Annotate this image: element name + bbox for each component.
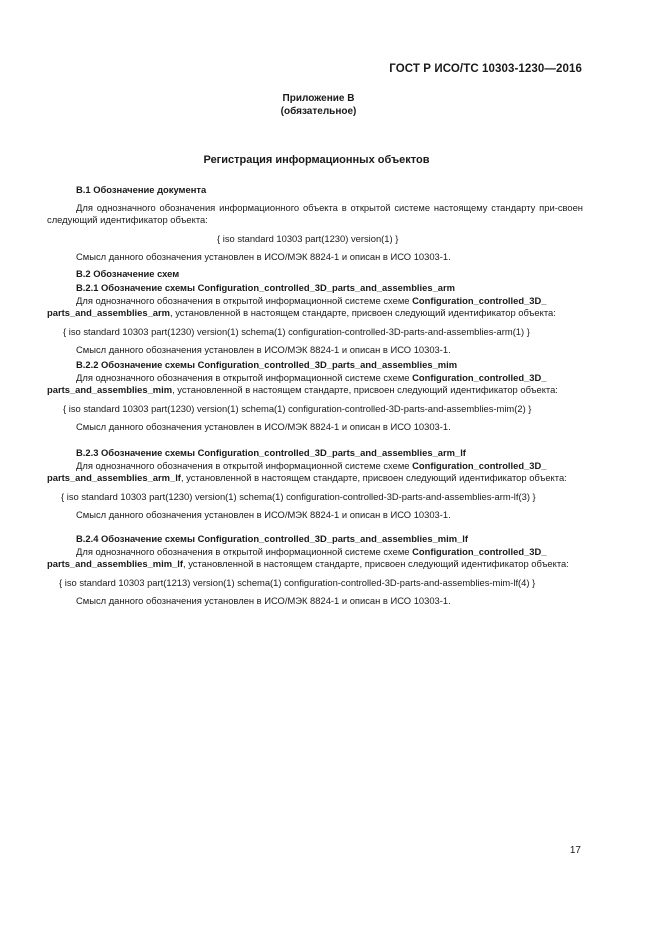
- section-b23-identifier: { iso standard 10303 part(1230) version(1) schema(1) configuration-controlled-3D-parts-and-assemblies-arm-lf(3) }: [61, 490, 536, 502]
- section-b21-meaning: Смысл данного обозначения установлен в ИСО/МЭК 8824-1 и описан в ИСО 10303-1.: [76, 344, 451, 356]
- section-b23-text-b: , установленной в настоящем стандарте, присвоен следующий идентификатор объекта:: [180, 472, 567, 484]
- section-b22: [47, 359, 583, 434]
- main-title: [0, 154, 661, 166]
- appendix-heading: [0, 92, 661, 118]
- section-b24-text-a: Для однозначного обозначения в открытой информационной системе схеме: [76, 545, 413, 557]
- section-b24-meaning: Смысл данного обозначения установлен в ИСО/МЭК 8824-1 и описан в ИСО 10303-1.: [76, 595, 451, 607]
- appendix-subtitle: (обязательное): [280, 106, 357, 117]
- section-b22-schema-b: parts_and_assemblies_mim: [47, 384, 173, 396]
- section-b22-text-a: Для однозначного обозначения в открытой информационной системе схеме: [76, 371, 413, 383]
- section-b21-schema-a: Configuration_controlled_3D_: [412, 294, 547, 306]
- document-header: ГОСТ Р ИСО/ТС 10303-1230—2016: [389, 63, 582, 75]
- section-b23-schema-b: parts_and_assemblies_arm_lf: [47, 472, 181, 484]
- section-b24-heading: В.2.4 Обозначение схемы Configuration_controlled_3D_parts_and_assemblies_mim_lf: [76, 533, 468, 544]
- section-b22-heading: В.2.2 Обозначение схемы Configuration_controlled_3D_parts_and_assemblies_mim: [76, 359, 458, 370]
- section-b22-meaning: Смысл данного обозначения установлен в ИСО/МЭК 8824-1 и описан в ИСО 10303-1.: [76, 421, 451, 433]
- section-b23-paragraph: [47, 460, 583, 485]
- section-b1-heading: В.1 Обозначение документа: [76, 184, 207, 195]
- section-b24-identifier: { iso standard 10303 part(1213) version(1) schema(1) configuration-controlled-3D-parts-and-assemblies-mim-lf(4) }: [59, 576, 536, 588]
- section-b21-paragraph: [47, 295, 583, 320]
- section-b22-text-b: , установленной в настоящем стандарте, присвоен следующий идентификатор объекта:: [172, 384, 558, 396]
- main-title-text: Регистрация информационных объектов: [203, 154, 430, 166]
- section-b1: [47, 184, 583, 264]
- section-b1-meaning: Смысл данного обозначения установлен в ИСО/МЭК 8824-1 и описан в ИСО 10303-1.: [76, 251, 451, 263]
- section-b23: [47, 447, 583, 522]
- section-b1-identifier: { iso standard 10303 part(1230) version(1) }: [217, 232, 399, 244]
- section-b22-paragraph: [47, 372, 583, 397]
- section-b24: [47, 533, 583, 608]
- appendix-title: Приложение В: [282, 93, 355, 104]
- section-b23-meaning: Смысл данного обозначения установлен в ИСО/МЭК 8824-1 и описан в ИСО 10303-1.: [76, 509, 451, 521]
- page-number: 17: [569, 845, 581, 856]
- section-b24-schema-b: parts_and_assemblies_mim_lf: [47, 558, 184, 570]
- section-b2-heading: В.2 Обозначение схем: [76, 268, 180, 279]
- section-b23-schema-a: Configuration_controlled_3D_: [412, 459, 547, 471]
- section-b24-text-b: , установленной в настоящем стандарте, присвоен следующий идентификатор объекта:: [183, 558, 569, 570]
- section-b21-heading: В.2.1 Обозначение схемы Configuration_controlled_3D_parts_and_assemblies_arm: [76, 282, 455, 293]
- section-b21-schema-b: parts_and_assemblies_arm: [47, 307, 170, 319]
- section-b21: [47, 282, 583, 357]
- section-b21-text-a: Для однозначного обозначения в открытой информационной системе схеме: [76, 294, 413, 306]
- section-b22-schema-a: Configuration_controlled_3D_: [412, 371, 547, 383]
- section-b23-heading: В.2.3 Обозначение схемы Configuration_controlled_3D_parts_and_assemblies_arm_lf: [76, 447, 466, 458]
- section-b24-paragraph: [47, 546, 583, 571]
- section-b2: [47, 268, 583, 281]
- section-b21-identifier: { iso standard 10303 part(1230) version(1) schema(1) configuration-controlled-3D-parts-and-assemblies-arm(1) }: [63, 325, 530, 337]
- section-b1-paragraph: Для однозначного обозначения информационного объекта в открытой системе настоящему стандарту при-своен следующий идентификатор объекта:: [47, 201, 583, 226]
- section-b23-text-a: Для однозначного обозначения в открытой информационной системе схеме: [76, 459, 413, 471]
- section-b21-text-b: , установленной в настоящем стандарте, присвоен следующий идентификатор объекта:: [170, 307, 556, 319]
- section-b24-schema-a: Configuration_controlled_3D_: [412, 545, 547, 557]
- section-b22-identifier: { iso standard 10303 part(1230) version(1) schema(1) configuration-controlled-3D-parts-and-assemblies-mim(2) }: [63, 402, 532, 414]
